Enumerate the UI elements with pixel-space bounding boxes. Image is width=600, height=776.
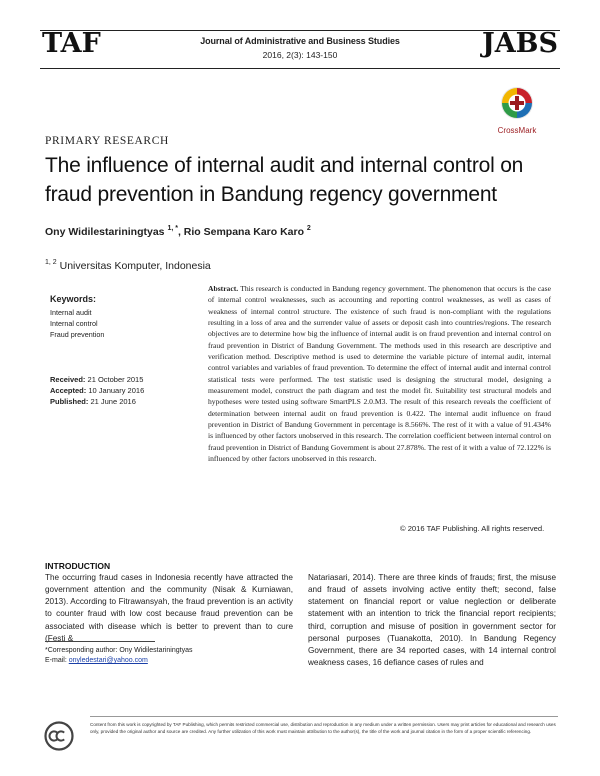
keywords-heading: Keywords:: [50, 294, 97, 304]
keyword-item: Fraud prevention: [50, 330, 105, 339]
affiliation: [45, 259, 211, 272]
crossmark-icon: [500, 86, 534, 120]
corresponding-author: *Corresponding author: Ony Widilestariningtyas: [45, 647, 193, 654]
author-1-sup: 1, *: [167, 225, 178, 232]
affiliation-sup: 1, 2: [45, 259, 57, 266]
abstract: [208, 283, 551, 465]
creative-commons-icon: [44, 721, 74, 756]
corresponding-author-footnote: [45, 646, 192, 666]
author-2-name: Rio Sempana Karo Karo: [183, 226, 304, 238]
footnote-rule: [45, 641, 155, 642]
introduction-left-column: The occurring fraud cases in Indonesia recently have attracted the government attention and the community (Nisak & Kurniawan, 2013). According to Fitrawansyah, the fraud prevention is an activity to counter fraud with low cost because fraud prevention can be associated with disease which is better to prevent than to cure (Festi &: [45, 573, 293, 643]
introduction-heading: INTRODUCTION: [45, 561, 111, 571]
keyword-item: Internal audit: [50, 308, 92, 317]
published-value: 21 June 2016: [90, 397, 136, 406]
header-bottom-rule: [40, 68, 560, 69]
license-rule: [90, 716, 558, 717]
accepted-value: 10 January 2016: [88, 386, 145, 395]
introduction-right-column: Natariasari, 2014). There are three kinds of frauds; first, the misuse and fraud of assets involving active entity theft; second, false statement on financial report or value neglection or deliberate statement with an intention to trick the financial report recipients; third, corruption and misuse of position in government sector for personal purposes (Tuanakotta, 2010). In Bandung Regency Government, there are 34 reported cases, with 14 internal control weakness cases, 16 defiance cases of rules and: [308, 573, 556, 668]
email-line: [45, 656, 192, 666]
email-link[interactable]: onyledestari@yahoo.com: [68, 657, 148, 664]
copyright-notice: © 2016 TAF Publishing. All rights reserved.: [400, 524, 545, 533]
accepted-label: Accepted:: [50, 386, 87, 395]
abstract-text: This research is conducted in Bandung regency government. The phenomenon that occurs is the case of internal control weaknesses, such as accounting and reporting control weaknesses, as well as cases of weakness of internal control structure. The existence of such fraud is non-compliant with the regulations resulting in a loss of area and the surrender value of assets or deposit cash into countries/regions. The research objectives are to determine how big the influence of internal audit is on fraud prevention and internal control on fraud prevention in District of Bandung Government. The methods used in this research are descriptive and verification method. Descriptive method is used to determine the variable picture of internal audit, internal control variables and variables of fraud prevention. To determine the effect of internal audit and internal control statistical tests were performed. The test statistic used is designing the structural model, designing a measurement model, construct the path diagram and test the model fit. Suitability test structural models and hypotheses were tested using software SmartPLS 2.0.M3. The result of this research reveals the coefficient of determination between internal audit on fraud prevention is 0.422. The internal audit influence on fraud prevention in District of Bandung Government in percentage is 8.566%. The rest of it with a value of 91.434% is influenced by other factors unobserved in this research. The correlation coefficient between internal control on fraud prevention in District of Bandung Government is about 27.878%. The rest of it with a value of 72.122% is influenced by other factors unobserved in this research.: [208, 284, 551, 464]
taf-logo: TAF: [42, 28, 101, 59]
received-value: 21 October 2015: [87, 375, 144, 384]
crossmark-badge[interactable]: [490, 86, 544, 135]
author-separator: ,: [177, 226, 184, 238]
author-1-name: Ony Widilestariningtyas: [45, 226, 165, 238]
affiliation-text: Universitas Komputer, Indonesia: [59, 260, 211, 272]
keyword-item: Internal control: [50, 319, 98, 328]
accepted-date: [50, 386, 144, 395]
license-text: Content from this work is copyrighted by TAF Publishing, which permits restricted commercial use, distribution and reproduction in any medium under a written permission. Users may print articles for educational and research uses only, provided the original author and source are credited. Any further utilization of this work must maintain attribution to the author(s), the title of the work and journal citation in the form of a proper scientific referencing.: [90, 722, 556, 734]
email-label: E-mail:: [45, 657, 69, 664]
section-label: PRIMARY RESEARCH: [45, 135, 169, 147]
journal-name: Journal of Administrative and Business Studies: [200, 36, 400, 46]
author-2-sup: 2: [306, 225, 311, 232]
abstract-label: Abstract.: [208, 284, 239, 293]
received-label: Received:: [50, 375, 86, 384]
jabs-logo: JABS: [481, 28, 558, 59]
crossmark-label: CrossMark: [497, 126, 537, 135]
published-date: [50, 397, 136, 406]
received-date: [50, 375, 143, 384]
journal-volume: 2016, 2(3): 143-150: [262, 50, 338, 60]
author-line: [45, 225, 311, 238]
article-title: The influence of internal audit and internal control on fraud prevention in Bandung regency government: [45, 154, 524, 206]
published-label: Published:: [50, 397, 89, 406]
